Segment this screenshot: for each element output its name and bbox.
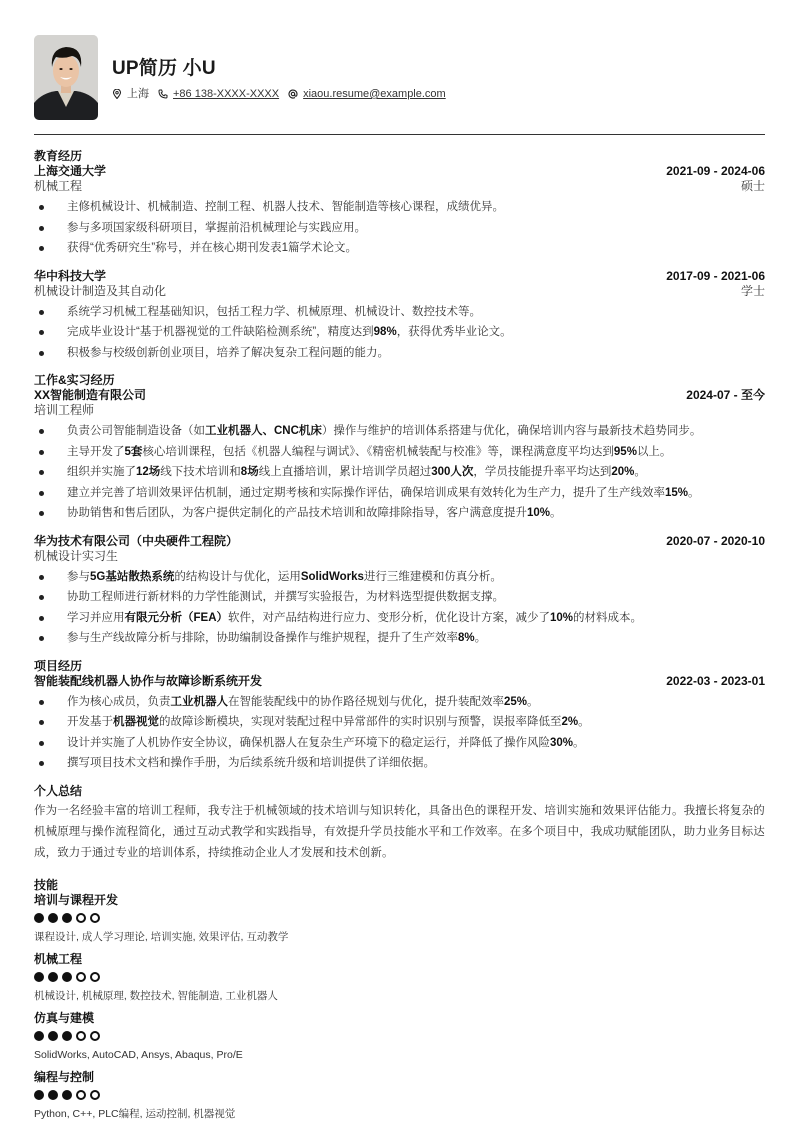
empty-dot-icon: [76, 972, 86, 982]
empty-dot-icon: [76, 1090, 86, 1100]
phone-link[interactable]: +86 138-XXXX-XXXX: [173, 88, 280, 100]
major: 机械工程: [34, 179, 83, 193]
filled-dot-icon: [48, 1031, 58, 1041]
school-name: 上海交通大学: [34, 164, 107, 178]
company-name: 华为技术有限公司（中央硬件工程院）: [34, 533, 239, 548]
date-range: 2020-07 - 2020-10: [666, 533, 765, 548]
empty-dot-icon: [76, 913, 86, 923]
major: 机械设计制造及其自动化: [34, 283, 167, 298]
skill-level-rating: [34, 1090, 765, 1101]
project-entry: [34, 674, 765, 774]
empty-dot-icon: [76, 1031, 86, 1041]
contact-phone[interactable]: [158, 87, 279, 101]
filled-dot-icon: [34, 972, 44, 982]
bullet-item: 开发基于机器视觉的故障诊断模块，实现对装配过程中异常部件的实时识别与预警，误报率降低至2%。: [34, 712, 765, 733]
bullet-item: 完成毕业设计“基于机器视觉的工件缺陷检测系统”，精度达到98%，获得优秀毕业论文。: [34, 322, 765, 343]
bullet-item: 系统学习机械工程基础知识，包括工程力学、机械原理、机械设计、数控技术等。: [34, 302, 765, 323]
skill-keywords: 课程设计, 成人学习理论, 培训实施, 效果评估, 互动教学: [34, 930, 289, 943]
education-entry: [34, 164, 765, 259]
degree: 学士: [740, 283, 765, 298]
email-link[interactable]: xiaou.resume@example.com: [303, 88, 446, 100]
bullet-item: 协助工程师进行新材料的力学性能测试，并撰写实验报告，为材料选型提供数据支撑。: [34, 587, 765, 608]
empty-dot-icon: [90, 1031, 100, 1041]
bullet-item: 组织并实施了12场线下技术培训和8场线上直播培训，累计培训学员超过300人次，学员技能提升率平均达到20%。: [34, 462, 765, 483]
filled-dot-icon: [62, 1031, 72, 1041]
empty-dot-icon: [90, 972, 100, 982]
skill-name: 编程与控制: [34, 1069, 95, 1084]
section-title: 教育经历: [34, 149, 83, 163]
summary-text: 作为一名经验丰富的培训工程师，我专注于机械领域的技术培训与知识转化，具备出色的课程开发、培训实施和效果评估能力。我擅长将复杂的机械原理与操作流程简化，通过互动式教学和实践指导，有效提升学员技能水平和工作效率。在多个项目中，我成功赋能团队，助力业务目标达成，致力于通过专业的培训体系，持续推动企业人才发展和技术创新。: [34, 804, 765, 859]
bullet-item: 参与5G基站散热系统的结构设计与优化，运用SolidWorks进行三维建模和仿真分析。: [34, 567, 765, 588]
filled-dot-icon: [34, 913, 44, 923]
section-title: 技能: [34, 877, 59, 892]
bullet-item: 协助销售和售后团队，为客户提供定制化的产品技术培训和故障排除指导，客户满意度提升10%。: [34, 503, 765, 524]
skill-level-rating: [34, 972, 765, 983]
education-section: [34, 149, 765, 363]
empty-dot-icon: [90, 913, 100, 923]
bullet-item: 主修机械设计、机械制造、控制工程、机器人技术、智能制造等核心课程，成绩优异。: [34, 197, 765, 218]
contact-location: [112, 87, 149, 101]
filled-dot-icon: [62, 913, 72, 923]
section-title: 工作&实习经历: [34, 373, 115, 387]
filled-dot-icon: [62, 972, 72, 982]
at-sign-icon: [288, 89, 298, 99]
filled-dot-icon: [34, 1031, 44, 1041]
filled-dot-icon: [34, 1090, 44, 1100]
resume-content: [34, 149, 765, 1129]
work-entry: [34, 388, 765, 524]
projects-section: [34, 659, 765, 774]
work-entry: [34, 534, 765, 649]
date-range: 2024-07 - 至今: [686, 388, 765, 402]
summary-section: [34, 784, 765, 864]
location-text: 上海: [127, 88, 149, 100]
phone-icon: [158, 89, 168, 99]
education-entry: [34, 269, 765, 364]
bullet-item: 学习并应用有限元分析（FEA）软件，对产品结构进行应力、变形分析，优化设计方案，减少了10%的材料成本。: [34, 608, 765, 629]
skills-section: [34, 878, 765, 1121]
section-title: 项目经历: [34, 658, 83, 673]
date-range: 2021-09 - 2024-06: [666, 164, 765, 178]
job-role: 机械设计实习生: [34, 548, 119, 563]
header-divider: [34, 134, 765, 135]
filled-dot-icon: [48, 972, 58, 982]
profile-photo: [34, 35, 98, 120]
filled-dot-icon: [48, 913, 58, 923]
skill-keywords: SolidWorks, AutoCAD, Ansys, Abaqus, Pro/E: [34, 1048, 243, 1061]
skill-level-rating: [34, 1031, 765, 1042]
project-name: 智能装配线机器人协作与故障诊断系统开发: [34, 673, 263, 688]
bullet-item: 获得“优秀研究生”称号，并在核心期刊发表1篇学术论文。: [34, 238, 765, 259]
date-range: 2017-09 - 2021-06: [666, 268, 765, 283]
filled-dot-icon: [48, 1090, 58, 1100]
section-title: 个人总结: [34, 783, 83, 798]
bullet-item: 负责公司智能制造设备（如工业机器人、CNC机床）操作与维护的培训体系搭建与优化，确保培训内容与最新技术趋势同步。: [34, 421, 765, 442]
skill-item: [34, 1011, 765, 1062]
bullet-list: [34, 197, 765, 259]
contact-row: [112, 87, 455, 101]
bullet-item: 参与多项国家级科研项目，掌握前沿机械理论与实践应用。: [34, 218, 765, 239]
bullet-list: [34, 302, 765, 364]
bullet-list: [34, 692, 765, 774]
work-section: [34, 373, 765, 649]
empty-dot-icon: [90, 1090, 100, 1100]
bullet-item: 积极参与校级创新创业项目，培养了解决复杂工程问题的能力。: [34, 343, 765, 364]
job-role: 培训工程师: [34, 403, 95, 417]
company-name: XX智能制造有限公司: [34, 388, 147, 402]
bullet-item: 设计并实施了人机协作安全协议，确保机器人在复杂生产环境下的稳定运行，并降低了操作风险30%。: [34, 733, 765, 754]
skill-name: 机械工程: [34, 951, 83, 966]
location-pin-icon: [112, 89, 122, 99]
filled-dot-icon: [62, 1090, 72, 1100]
skill-level-rating: [34, 913, 765, 924]
school-name: 华中科技大学: [34, 268, 107, 283]
candidate-name: UP简历 小U: [112, 58, 216, 79]
date-range: 2022-03 - 2023-01: [666, 673, 765, 688]
skill-keywords: 机械设计, 机械原理, 数控技术, 智能制造, 工业机器人: [34, 989, 278, 1002]
header-info: [112, 57, 455, 101]
resume-header: [34, 34, 765, 120]
bullet-item: 撰写项目技术文档和操作手册，为后续系统升级和培训提供了详细依据。: [34, 753, 765, 774]
skill-item: [34, 952, 765, 1003]
bullet-item: 参与生产线故障分析与排除，协助编制设备操作与维护规程，提升了生产效率8%。: [34, 628, 765, 649]
degree: 硕士: [740, 179, 765, 193]
contact-email[interactable]: [288, 87, 446, 101]
bullet-list: [34, 421, 765, 524]
bullet-item: 作为核心成员，负责工业机器人在智能装配线中的协作路径规划与优化，提升装配效率25%。: [34, 692, 765, 713]
skill-name: 培训与课程开发: [34, 892, 119, 907]
bullet-item: 主导开发了5套核心培训课程，包括《机器人编程与调试》、《精密机械装配与校准》等，课程满意度平均达到95%以上。: [34, 442, 765, 463]
skill-item: [34, 893, 765, 944]
skill-keywords: Python, C++, PLC编程, 运动控制, 机器视觉: [34, 1107, 236, 1120]
bullet-list: [34, 567, 765, 649]
skill-item: [34, 1070, 765, 1121]
bullet-item: 建立并完善了培训效果评估机制，通过定期考核和实际操作评估，确保培训成果有效转化为生产力，提升了生产线效率15%。: [34, 483, 765, 504]
skill-name: 仿真与建模: [34, 1010, 95, 1025]
